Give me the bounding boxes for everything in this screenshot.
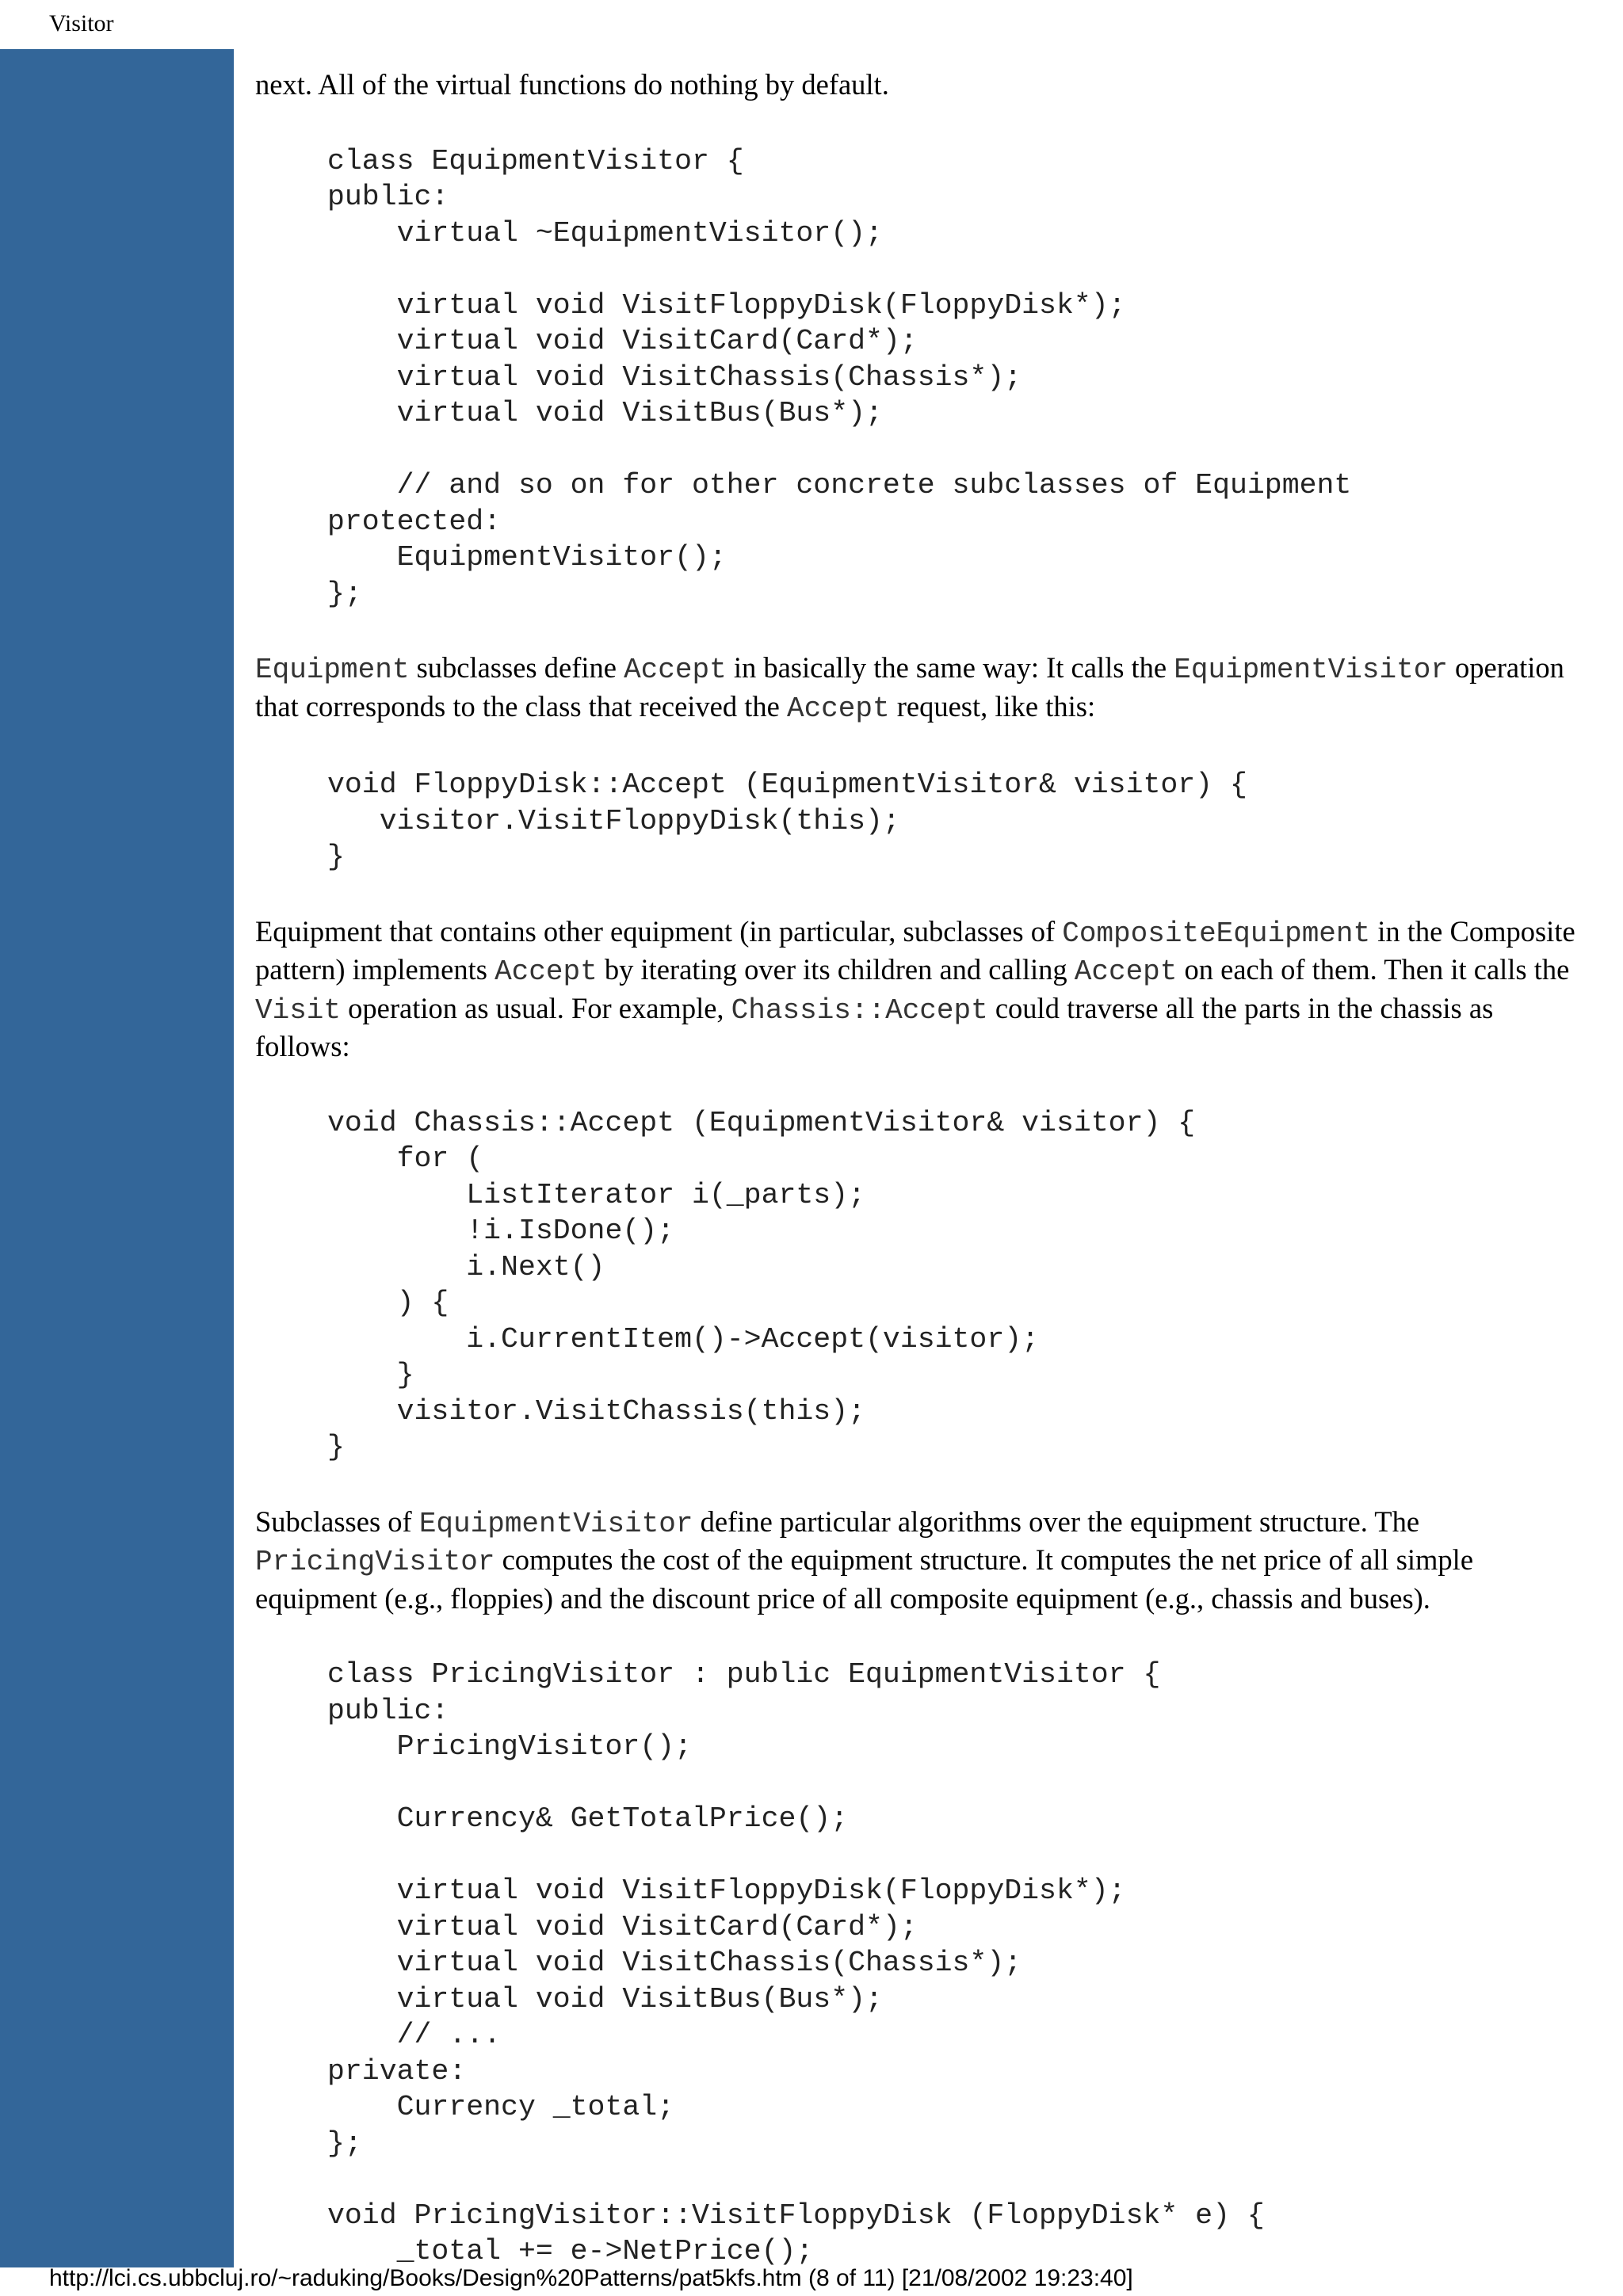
text-run: define particular algorithms over the equipment structure. The xyxy=(693,1505,1420,1538)
code-inline: Accept xyxy=(1074,955,1178,988)
code-inline: EquipmentVisitor xyxy=(418,1507,693,1540)
paragraph-accept xyxy=(255,650,1587,727)
paragraph-composite xyxy=(255,913,1587,1065)
paragraph-intro: next. All of the virtual functions do nothing by default. xyxy=(255,68,889,101)
code-inline: Visit xyxy=(255,994,342,1027)
text-run: by iterating over its children and calling xyxy=(597,953,1075,986)
text-run: in the Composite pattern) implements xyxy=(255,914,1575,986)
text-run: operation as usual. For example, xyxy=(341,991,731,1024)
code-inline: Accept xyxy=(786,692,890,725)
footer-url: http://lci.cs.ubbcluj.ro/~raduking/Books/Design%20Patterns/pat5kfs.htm (8 of 11) [21/08/2002 19:23:40] xyxy=(49,2265,1133,2291)
code-inline: Equipment xyxy=(255,654,410,686)
text-run: computes the cost of the equipment structure. It computes the net price of all simple equipment (e.g., floppies) and the discount price of all composite equipment (e.g., chassis and buses). xyxy=(255,1543,1474,1615)
left-sidebar-bar xyxy=(0,49,234,2267)
code-inline: PricingVisitor xyxy=(255,1546,495,1578)
code-block-floppy-accept: void FloppyDisk::Accept (EquipmentVisitor& visitor) { visitor.VisitFloppyDisk(this); } xyxy=(327,769,1247,873)
code-block-equipment-visitor: class EquipmentVisitor { public: virtual ~EquipmentVisitor(); virtual void VisitFloppyDisk(FloppyDisk*); virtual void VisitCard(Card*); virtual void VisitChassis(Chassis*); virtual void VisitBus(Bus*); // and so on for other concrete subclasses of Equipment protected: EquipmentVisitor(); }; xyxy=(327,144,1352,610)
text-run: operation that corresponds to the class that received the xyxy=(255,651,1564,723)
code-block-pricing-visitor: class PricingVisitor : public EquipmentVisitor { public: PricingVisitor(); Currency& GetTotalPrice(); virtual void VisitFloppyDisk(FloppyDisk*); virtual void VisitCard(Card*); virtual void VisitChassis(Chassis*); virtual void VisitBus(Bus*); // ... private: Currency _total; }; void PricingVisitor::VisitFloppyDisk (FloppyDisk* e) { _total += e->NetPrice(); xyxy=(327,1658,1265,2267)
page-header-title: Visitor xyxy=(49,10,114,36)
paragraph-pricing xyxy=(255,1504,1587,1617)
text-run: could traverse all the parts in the chassis as follows: xyxy=(255,991,1494,1062)
text-run: Equipment that contains other equipment (in particular, subclasses of xyxy=(255,914,1063,948)
code-inline: EquipmentVisitor xyxy=(1174,654,1448,686)
code-inline: Accept xyxy=(495,955,598,988)
text-run: in basically the same way: It calls the xyxy=(726,651,1174,684)
text-run: subclasses define xyxy=(409,651,624,684)
code-block-chassis-accept: void Chassis::Accept (EquipmentVisitor& visitor) { for ( ListIterator i(_parts); !i.IsDone(); i.Next() ) { i.CurrentItem()->Accept(visitor); } visitor.VisitChassis(this); } xyxy=(327,1106,1196,1463)
code-inline: CompositeEquipment xyxy=(1062,917,1371,950)
text-run: on each of them. Then it calls the xyxy=(1177,953,1570,986)
code-inline: Chassis::Accept xyxy=(731,994,988,1027)
document-content xyxy=(255,67,1587,2270)
text-run: Subclasses of xyxy=(255,1505,419,1538)
code-inline: Accept xyxy=(624,654,727,686)
text-run: request, like this: xyxy=(889,689,1096,723)
